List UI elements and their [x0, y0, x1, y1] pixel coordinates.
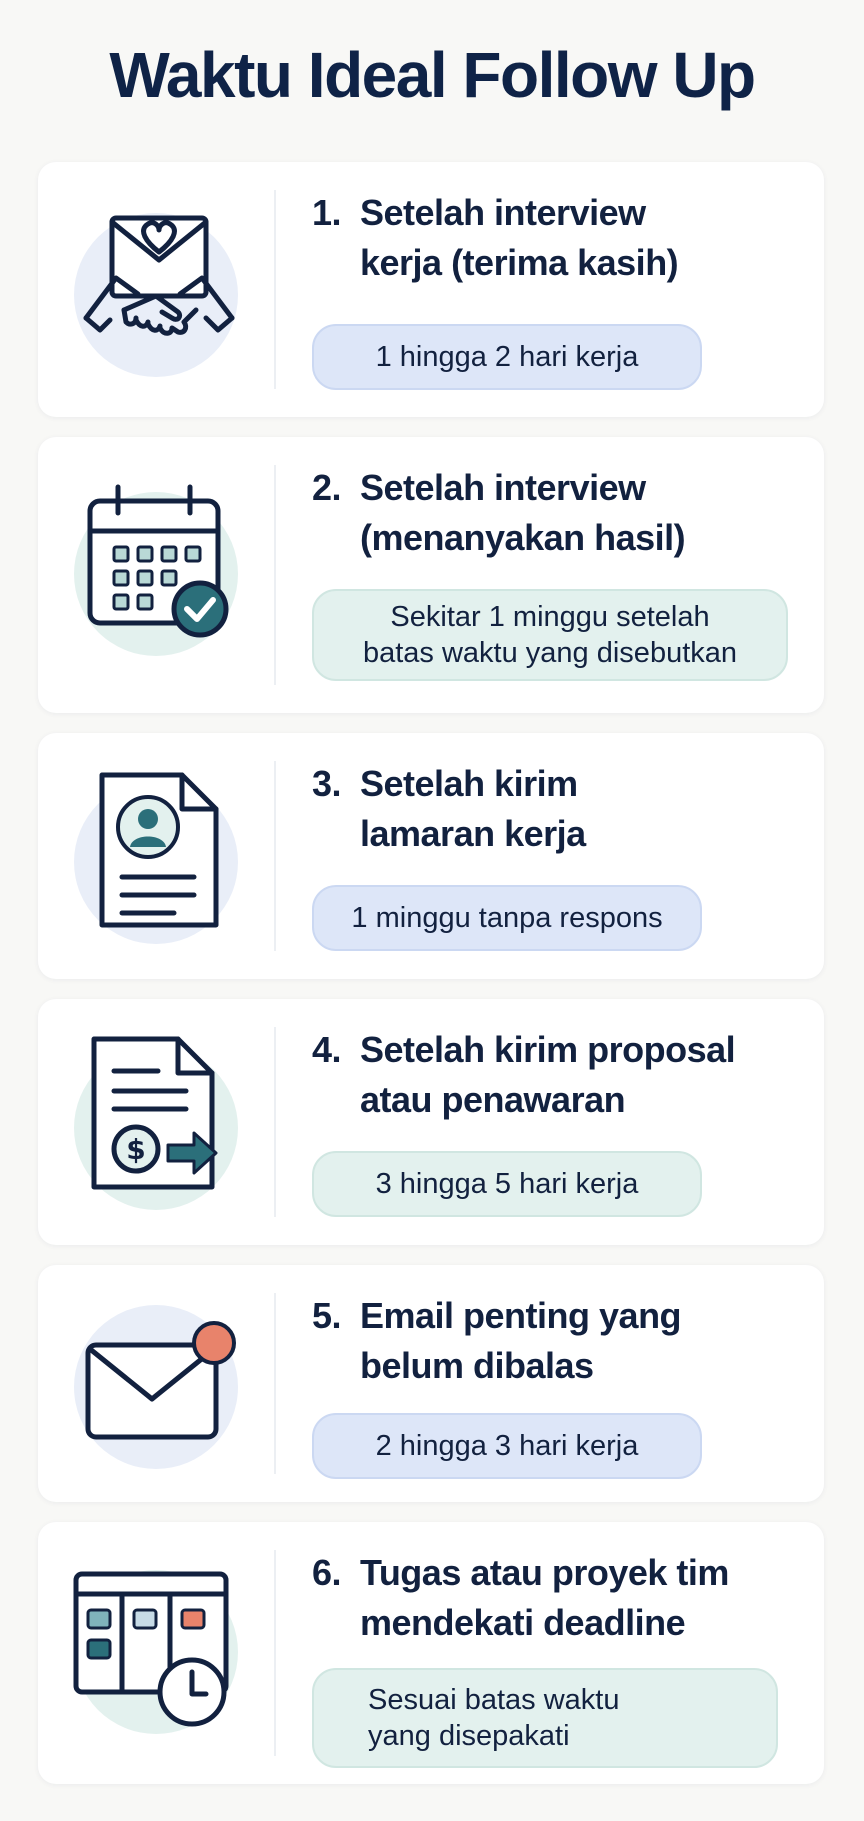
item-heading: 6. Tugas atau proyek tim mendekati deadline [312, 1552, 729, 1643]
email-notification-icon [66, 1295, 246, 1475]
item-heading: 4. Setelah kirim proposal atau penawaran [312, 1029, 736, 1120]
timing-badge: Sesuai batas waktu yang disepakati [312, 1668, 778, 1768]
item-heading: 1. Setelah interview kerja (terima kasih) [312, 192, 679, 283]
resume-document-icon [66, 767, 246, 947]
page-title: Waktu Ideal Follow Up [109, 39, 755, 111]
card-team-project [38, 1522, 824, 1784]
item-heading: 2. Setelah interview (menanyakan hasil) [312, 467, 686, 558]
proposal-document-icon [66, 1033, 246, 1213]
card-job-application [38, 733, 824, 979]
timing-badge: 3 hingga 5 hari kerja [312, 1151, 702, 1217]
card-proposal [38, 999, 824, 1245]
calendar-check-icon [66, 479, 246, 659]
card-interview-thanks [38, 162, 824, 417]
timing-badge: 1 minggu tanpa respons [312, 885, 702, 951]
timing-badge: Sekitar 1 minggu setelah batas waktu yang disebutkan [312, 589, 788, 681]
envelope-handshake-icon [66, 200, 246, 380]
divider [274, 1027, 276, 1217]
divider [274, 190, 276, 389]
timing-badge: 1 hingga 2 hari kerja [312, 324, 702, 390]
divider [274, 761, 276, 951]
timing-badge: 2 hingga 3 hari kerja [312, 1413, 702, 1479]
project-board-clock-icon [66, 1560, 246, 1740]
card-unanswered-email [38, 1265, 824, 1502]
card-interview-result [38, 437, 824, 713]
divider [274, 1550, 276, 1756]
item-heading: 5. Email penting yang belum dibalas [312, 1295, 682, 1386]
divider [274, 1293, 276, 1474]
divider [274, 465, 276, 685]
svg-text:$: $ [126, 1133, 146, 1166]
item-heading: 3. Setelah kirim lamaran kerja [312, 763, 586, 854]
